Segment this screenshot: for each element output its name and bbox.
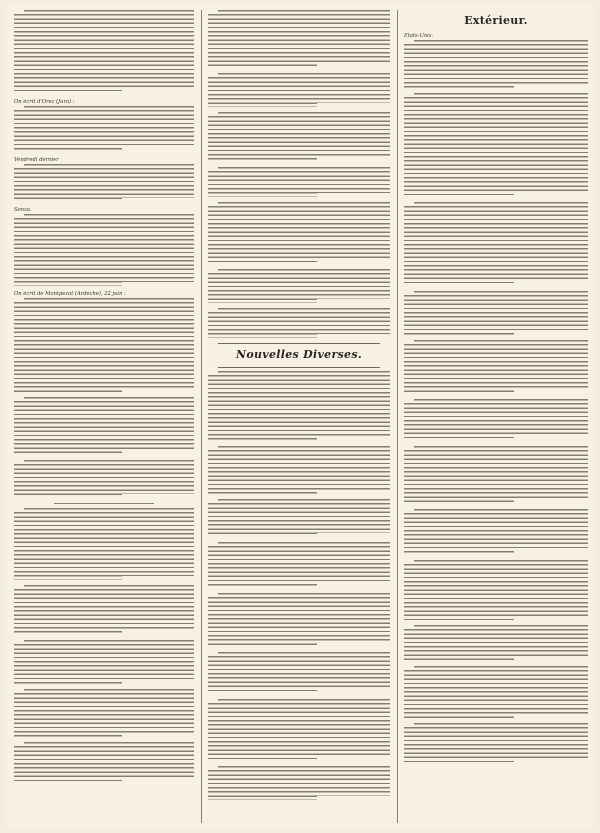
paragraph xyxy=(208,10,390,68)
paragraph xyxy=(14,164,194,202)
section-heading-block xyxy=(208,343,390,368)
paragraph xyxy=(208,699,390,761)
column-rule xyxy=(201,10,202,823)
column-right xyxy=(404,10,588,823)
paragraph xyxy=(14,397,194,455)
paragraph xyxy=(14,106,194,152)
paragraph xyxy=(404,202,588,286)
paragraph xyxy=(14,640,194,684)
paragraph xyxy=(14,585,194,635)
paragraph xyxy=(208,593,390,647)
paragraph xyxy=(14,10,194,94)
paragraph xyxy=(404,399,588,441)
paragraph xyxy=(14,460,194,498)
paragraph xyxy=(208,202,390,264)
paragraph xyxy=(404,723,588,763)
paragraph xyxy=(404,340,588,394)
paragraph xyxy=(208,73,390,107)
paragraph xyxy=(404,666,588,718)
section-heading: Extérieur. xyxy=(464,14,528,27)
paragraph-lead: États-Unis. xyxy=(404,33,434,39)
paragraph xyxy=(208,766,390,800)
paragraph xyxy=(404,446,588,504)
paragraph xyxy=(208,446,390,494)
section-heading: Nouvelles Diverses. xyxy=(236,348,362,361)
paragraph xyxy=(404,40,588,88)
column-left xyxy=(14,10,194,823)
paragraph xyxy=(14,298,194,392)
newspaper-page xyxy=(6,4,594,829)
paragraph xyxy=(208,308,390,338)
paragraph xyxy=(208,112,390,162)
paragraph xyxy=(404,93,588,197)
paragraph xyxy=(404,291,588,335)
paragraph xyxy=(14,742,194,782)
divider xyxy=(54,503,154,504)
paragraph xyxy=(14,689,194,737)
paragraph-lead: On écrit de Montpezat (Ardèche), 22 juin : xyxy=(14,291,126,297)
paragraph xyxy=(208,542,390,588)
paragraph-lead: On écrit d'Orez (Jura) : xyxy=(14,99,75,105)
paragraph xyxy=(14,214,194,286)
paragraph xyxy=(208,499,390,537)
paragraph xyxy=(208,167,390,197)
paragraph xyxy=(208,371,390,441)
paragraph xyxy=(14,508,194,580)
paragraph xyxy=(208,652,390,694)
paragraph-lead: Sonza. xyxy=(14,207,32,213)
paragraph xyxy=(404,625,588,661)
paragraph-lead: Vendredi dernier xyxy=(14,157,59,163)
column-middle xyxy=(208,10,390,823)
paragraph xyxy=(404,560,588,620)
paragraph xyxy=(404,509,588,555)
column-rule xyxy=(397,10,398,823)
heading-rule xyxy=(218,367,380,368)
paragraph xyxy=(208,269,390,303)
heading-rule xyxy=(218,343,380,344)
